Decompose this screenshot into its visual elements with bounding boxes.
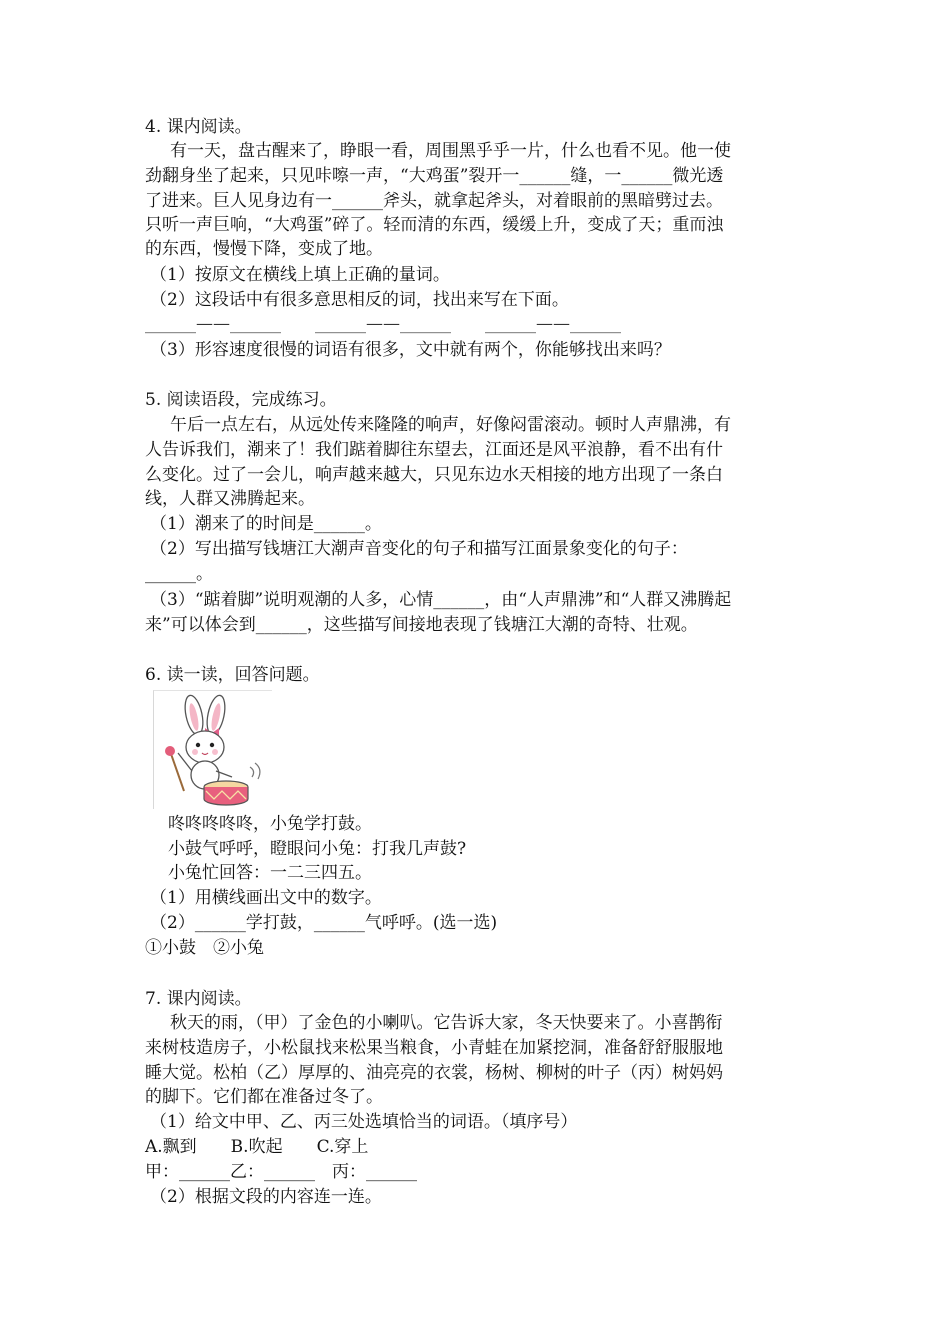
q6-poem-line: 咚咚咚咚咚，小兔学打鼓。 <box>168 814 372 834</box>
q5-question-1: （1）潮来了的时间是______。 <box>150 514 382 534</box>
q6-question-1: （1）用横线画出文中的数字。 <box>150 888 382 908</box>
q4-question-2: （2）这段话中有很多意思相反的词，找出来写在下面。 <box>150 290 569 310</box>
q4-title: 4. 课内阅读。 <box>145 117 252 137</box>
q7-question-2: （2）根据文段的内容连一连。 <box>150 1187 382 1207</box>
q5-question-3-cont: 来”可以体会到______，这些描写间接地表现了钱塘江大潮的奇特、壮观。 <box>145 615 698 635</box>
q4-question-1: （1）按原文在横线上填上正确的量词。 <box>150 265 450 285</box>
q7-para-line: 来树枝造房子，小松鼠找来松果当粮食，小青蛙在加紧挖洞，准备舒舒服服地 <box>145 1038 723 1058</box>
q5-title: 5. 阅读语段，完成练习。 <box>145 390 337 410</box>
q6-title: 6. 读一读，回答问题。 <box>145 665 320 685</box>
q5-question-2-blank[interactable]: ______。 <box>145 564 213 584</box>
rabbit-icon <box>154 691 272 809</box>
q7-para-line: 的脚下。它们都在准备过冬了。 <box>145 1087 383 1107</box>
q5-para-line: 么变化。过了一会儿，响声越来越大，只见东边水天相接的地方出现了一条白 <box>145 465 723 485</box>
q4-para-line: 只听一声巨响，“大鸡蛋”碎了。轻而清的东西，缓缓上升，变成了天；重而浊 <box>145 215 724 235</box>
q7-fill-blanks[interactable]: 甲：______乙：______ 丙：______ <box>145 1162 417 1182</box>
q6-poem-line: 小兔忙回答：一二三四五。 <box>168 863 372 883</box>
q5-question-3: （3）“踮着脚”说明观潮的人多，心情______，由“人声鼎沸”和“人群又沸腾起 <box>150 590 732 610</box>
q6-question-2: （2）______学打鼓，______气呼呼。(选一选) <box>150 913 498 933</box>
q4-para-line: 的东西，慢慢下降，变成了地。 <box>145 239 383 259</box>
q5-para-line: 午后一点左右，从远处传来隆隆的响声，好像闷雷滚动。顿时人声鼎沸，有 <box>170 415 731 435</box>
q7-para-line: 秋天的雨，（甲）了金色的小喇叭。它告诉大家，冬天快要来了。小喜鹊衔 <box>170 1013 723 1033</box>
q5-para-line: 人告诉我们，潮来了！我们踮着脚往东望去，江面还是风平浪静，看不出有什 <box>145 440 723 460</box>
q4-answer-blanks[interactable]: ______——______ ______——______ ______——______ <box>145 314 621 334</box>
q4-para-line: 了进来。巨人见身边有一______斧头，就拿起斧头，对着眼前的黑暗劈过去。 <box>145 191 723 211</box>
q5-para-line: 线，人群又沸腾起来。 <box>145 489 315 509</box>
q7-title: 7. 课内阅读。 <box>145 989 252 1009</box>
rabbit-drum-illustration <box>153 690 272 809</box>
q7-question-1: （1）给文中甲、乙、丙三处选填恰当的词语。（填序号） <box>150 1112 578 1132</box>
q7-choices: A.飘到 B.吹起 C.穿上 <box>145 1137 369 1157</box>
q4-question-3: （3）形容速度很慢的词语有很多，文中就有两个，你能够找出来吗？ <box>150 340 671 360</box>
q6-poem-line: 小鼓气呼呼，瞪眼问小兔：打我几声鼓? <box>168 839 467 859</box>
q4-para-line: 劲翻身坐了起来，只见咔嚓一声，“大鸡蛋”裂开一______缝，一______微光透 <box>145 166 724 186</box>
q6-options: ①小鼓 ②小兔 <box>145 938 264 958</box>
q7-para-line: 睡大觉。松柏（乙）厚厚的、油亮亮的衣裳，杨树、柳树的叶子（丙）树妈妈 <box>145 1063 723 1083</box>
q5-question-2: （2）写出描写钱塘江大潮声音变化的句子和描写江面景象变化的句子： <box>150 539 688 559</box>
q4-para-line: 有一天，盘古醒来了，睁眼一看，周围黑乎乎一片，什么也看不见。他一使 <box>170 141 731 161</box>
